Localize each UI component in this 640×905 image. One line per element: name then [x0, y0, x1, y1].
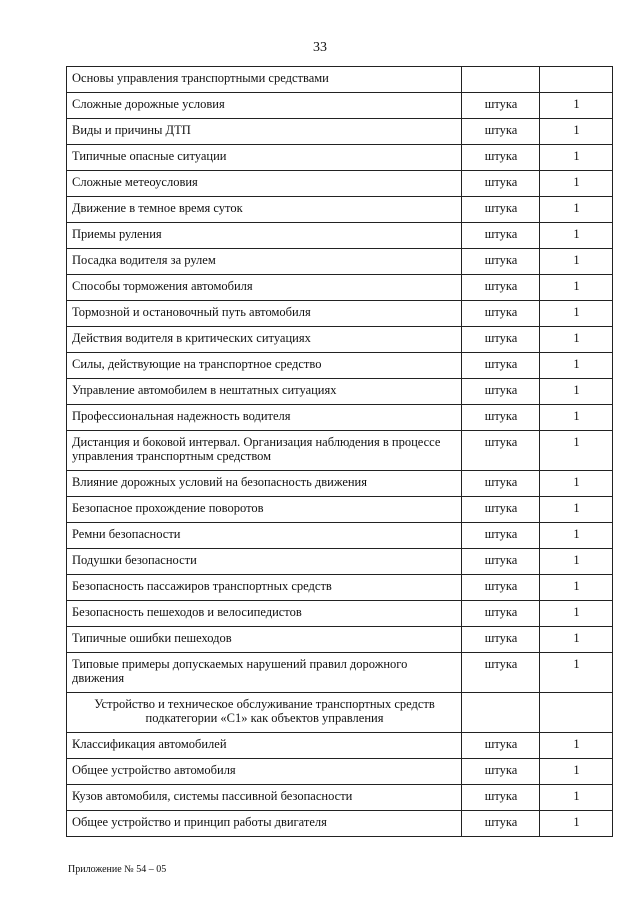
row-unit: штука — [462, 497, 540, 523]
table-row — [67, 119, 613, 145]
row-unit: штука — [462, 523, 540, 549]
row-name: Подушки безопасности — [67, 549, 462, 575]
page-number: 33 — [313, 40, 327, 55]
row-unit: штука — [462, 93, 540, 119]
row-qty: 1 — [540, 471, 613, 497]
table-row — [67, 575, 613, 601]
row-unit: штука — [462, 171, 540, 197]
row-qty: 1 — [540, 223, 613, 249]
row-name: Классификация автомобилей — [67, 733, 462, 759]
table-row — [67, 523, 613, 549]
row-qty: 1 — [540, 93, 613, 119]
table-row — [67, 353, 613, 379]
row-unit: штука — [462, 549, 540, 575]
row-qty — [540, 693, 613, 733]
row-name: Приемы руления — [67, 223, 462, 249]
row-unit: штука — [462, 275, 540, 301]
row-unit — [462, 693, 540, 733]
row-name: Типовые примеры допускаемых нарушений правил дорожного движения — [67, 653, 462, 693]
row-name: Безопасное прохождение поворотов — [67, 497, 462, 523]
row-qty: 1 — [540, 301, 613, 327]
row-unit: штука — [462, 471, 540, 497]
row-qty: 1 — [540, 275, 613, 301]
equipment-table — [66, 66, 613, 837]
table-row — [67, 497, 613, 523]
row-unit: штука — [462, 119, 540, 145]
table-row — [67, 275, 613, 301]
row-qty: 1 — [540, 811, 613, 837]
row-qty: 1 — [540, 653, 613, 693]
table-row — [67, 93, 613, 119]
row-name: Способы торможения автомобиля — [67, 275, 462, 301]
row-name: Профессиональная надежность водителя — [67, 405, 462, 431]
row-name: Безопасность пешеходов и велосипедистов — [67, 601, 462, 627]
row-qty: 1 — [540, 171, 613, 197]
row-name: Кузов автомобиля, системы пассивной безопасности — [67, 785, 462, 811]
row-qty: 1 — [540, 497, 613, 523]
row-name: Тормозной и остановочный путь автомобиля — [67, 301, 462, 327]
table-row — [67, 67, 613, 93]
row-unit: штука — [462, 301, 540, 327]
row-qty: 1 — [540, 785, 613, 811]
table-row — [67, 249, 613, 275]
table-row — [67, 327, 613, 353]
table-row — [67, 405, 613, 431]
row-unit: штука — [462, 353, 540, 379]
table-row — [67, 379, 613, 405]
row-name: Дистанция и боковой интервал. Организация наблюдения в процессе управления транспортным средством — [67, 431, 462, 471]
row-unit: штука — [462, 733, 540, 759]
row-qty: 1 — [540, 549, 613, 575]
row-name: Типичные опасные ситуации — [67, 145, 462, 171]
row-unit: штука — [462, 379, 540, 405]
row-name: Ремни безопасности — [67, 523, 462, 549]
row-qty — [540, 67, 613, 93]
row-name: Силы, действующие на транспортное средство — [67, 353, 462, 379]
table-row — [67, 471, 613, 497]
table-row — [67, 171, 613, 197]
row-name: Типичные ошибки пешеходов — [67, 627, 462, 653]
row-unit: штука — [462, 811, 540, 837]
section-header-row — [67, 693, 613, 733]
row-name: Общее устройство автомобиля — [67, 759, 462, 785]
row-name: Сложные дорожные условия — [67, 93, 462, 119]
row-qty: 1 — [540, 601, 613, 627]
row-unit: штука — [462, 627, 540, 653]
row-unit: штука — [462, 601, 540, 627]
row-qty: 1 — [540, 379, 613, 405]
row-qty: 1 — [540, 575, 613, 601]
row-qty: 1 — [540, 353, 613, 379]
row-unit: штука — [462, 653, 540, 693]
table-row — [67, 733, 613, 759]
row-unit: штука — [462, 145, 540, 171]
row-qty: 1 — [540, 145, 613, 171]
row-name: Сложные метеоусловия — [67, 171, 462, 197]
row-qty: 1 — [540, 197, 613, 223]
row-qty: 1 — [540, 119, 613, 145]
row-unit: штука — [462, 249, 540, 275]
footer-appendix-note: Приложение № 54 – 05 — [68, 864, 167, 875]
row-qty: 1 — [540, 733, 613, 759]
table-row — [67, 653, 613, 693]
row-name: Управление автомобилем в нештатных ситуациях — [67, 379, 462, 405]
row-qty: 1 — [540, 627, 613, 653]
row-name: Влияние дорожных условий на безопасность движения — [67, 471, 462, 497]
row-qty: 1 — [540, 431, 613, 471]
table-row — [67, 759, 613, 785]
row-name: Движение в темное время суток — [67, 197, 462, 223]
row-name: Общее устройство и принцип работы двигателя — [67, 811, 462, 837]
row-qty: 1 — [540, 759, 613, 785]
row-unit: штука — [462, 759, 540, 785]
row-unit: штука — [462, 197, 540, 223]
row-name: Посадка водителя за рулем — [67, 249, 462, 275]
table-row — [67, 145, 613, 171]
row-unit: штука — [462, 785, 540, 811]
table-row — [67, 301, 613, 327]
table-row — [67, 601, 613, 627]
table-row — [67, 431, 613, 471]
row-qty: 1 — [540, 405, 613, 431]
section-title: Устройство и техническое обслуживание транспортных средств подкатегории «C1» как объектов управления — [67, 693, 462, 733]
row-qty: 1 — [540, 523, 613, 549]
row-unit: штука — [462, 575, 540, 601]
table-row — [67, 627, 613, 653]
table-row — [67, 785, 613, 811]
table-row — [67, 549, 613, 575]
row-unit: штука — [462, 223, 540, 249]
row-name: Виды и причины ДТП — [67, 119, 462, 145]
row-unit: штука — [462, 431, 540, 471]
table-row — [67, 223, 613, 249]
table-row — [67, 811, 613, 837]
row-name: Действия водителя в критических ситуациях — [67, 327, 462, 353]
row-name: Основы управления транспортными средствами — [67, 67, 462, 93]
row-unit — [462, 67, 540, 93]
row-qty: 1 — [540, 327, 613, 353]
row-unit: штука — [462, 405, 540, 431]
table-row — [67, 197, 613, 223]
row-unit: штука — [462, 327, 540, 353]
row-name: Безопасность пассажиров транспортных средств — [67, 575, 462, 601]
row-qty: 1 — [540, 249, 613, 275]
